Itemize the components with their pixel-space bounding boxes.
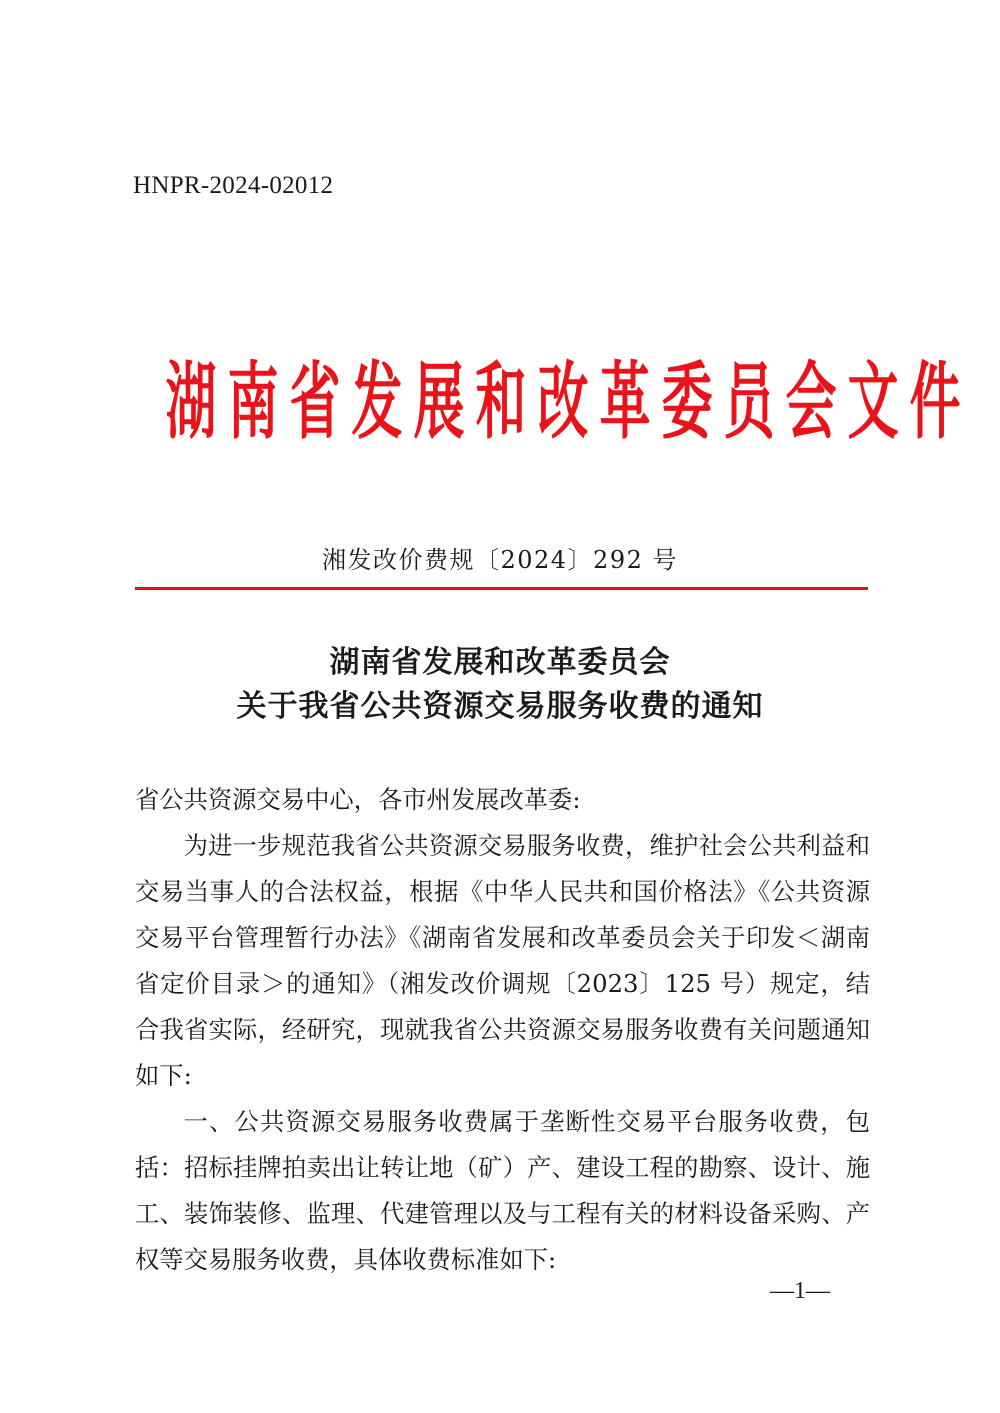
masthead-char: 件: [909, 352, 961, 451]
masthead-char: 南: [227, 352, 279, 451]
paragraph: 为进一步规范我省公共资源交易服务收费，维护社会公共利益和交易当事人的合法权益，根据《中华人民共和国价格法》《公共资源交易平台管理暂行办法》《湖南省发展和改革委员会关于印发＜湖南省定价目录＞的通知》（湘发改价调规〔2023〕125 号）规定，结合我省实际，经研究，现就我省公共资源交易服务收费有关问题通知如下:: [135, 831, 870, 1090]
masthead-char: 发: [351, 352, 403, 451]
masthead-char: 湖: [165, 352, 217, 451]
paragraph: 一、公共资源交易服务收费属于垄断性交易平台服务收费，包括：招标挂牌拍卖出让转让地（矿）产、建设工程的勘察、设计、施工、装饰装修、监理、代建管理以及与工程有关的材料设备采购、产权等交易服务收费，具体收费标准如下:: [135, 1107, 870, 1274]
masthead-char: 委: [661, 352, 713, 451]
title-line-2: 关于我省公共资源交易服务收费的通知: [236, 689, 764, 724]
masthead-char: 和: [475, 352, 527, 451]
masthead-char: 文: [847, 352, 899, 451]
masthead-char: 会: [785, 352, 837, 451]
document-number: 湘发改价费规〔2024〕292 号: [321, 546, 678, 574]
masthead-char: 革: [599, 352, 651, 451]
masthead-char: 展: [413, 352, 465, 451]
masthead-char: 改: [537, 352, 589, 451]
masthead-title: [160, 352, 961, 452]
salutation: 省公共资源交易中心，各市州发展改革委:: [135, 785, 581, 814]
red-divider: [135, 587, 868, 590]
title-line-1: 湖南省发展和改革委员会: [329, 645, 671, 680]
page-number: —1—: [770, 1278, 830, 1304]
document-body: [135, 777, 870, 1283]
masthead-char: 员: [723, 352, 775, 451]
masthead-char: 省: [289, 352, 341, 451]
document-id: HNPR-2024-02012: [133, 172, 334, 199]
